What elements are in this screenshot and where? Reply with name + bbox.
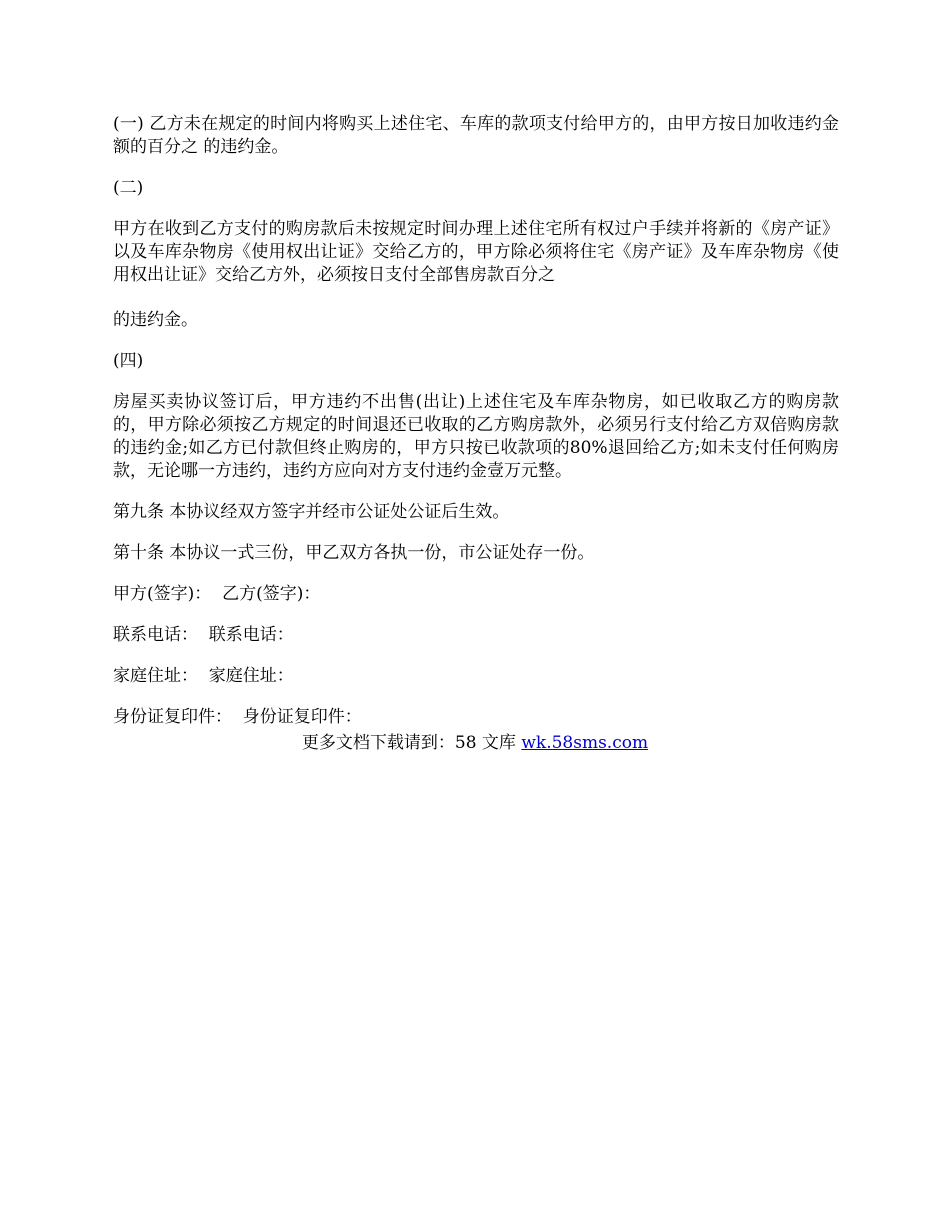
paragraph-clause-4: 房屋买卖协议签订后，甲方违约不出售(出让)上述住宅及车库杂物房，如已收取乙方的购房款的，甲方除必须按乙方规定的时间退还已收取的乙方购房款外，必须另行支付给乙方双倍购房款的违约金;如乙方已付款但终止购房的，甲方只按已收款项的80%退回给乙方;如未支付任何购房款，无论哪一方违约，违约方应向对方支付违约金壹万元整。: [113, 392, 839, 481]
address-line: 家庭住址： 家庭住址：: [113, 666, 294, 686]
id-copy-line: 身份证复印件： 身份证复印件：: [113, 707, 362, 727]
paragraph-clause-2-end: 的违约金。: [113, 310, 198, 330]
paragraph-clause-1: (一) 乙方未在规定的时间内将购买上述住宅、车库的款项支付给甲方的，由甲方按日加收违约金额的百分之 的违约金。: [113, 114, 839, 157]
paragraph-clause-2-heading: (二): [113, 178, 144, 198]
paragraph-article-9: 第九条 本协议经双方签字并经市公证处公证后生效。: [113, 502, 510, 522]
paragraph-clause-4-heading: (四): [113, 351, 144, 371]
footer-link[interactable]: wk.58sms.com: [521, 733, 649, 753]
signature-line: 甲方(签字)： 乙方(签字)：: [113, 584, 321, 604]
document-body: [113, 113, 839, 747]
download-footer: [0, 732, 950, 755]
phone-line: 联系电话： 联系电话：: [113, 625, 294, 645]
footer-text: 更多文档下载请到：58 文库: [301, 733, 522, 753]
paragraph-clause-2: 甲方在收到乙方支付的购房款后未按规定时间办理上述住宅所有权过户手续并将新的《房产证》以及车库杂物房《使用权出让证》交给乙方的，甲方除必须将住宅《房产证》及车库杂物房《使用权出让证》交给乙方外，必须按日支付全部售房款百分之: [113, 219, 839, 285]
paragraph-article-10: 第十条 本协议一式三份，甲乙双方各执一份，市公证处存一份。: [113, 543, 595, 563]
